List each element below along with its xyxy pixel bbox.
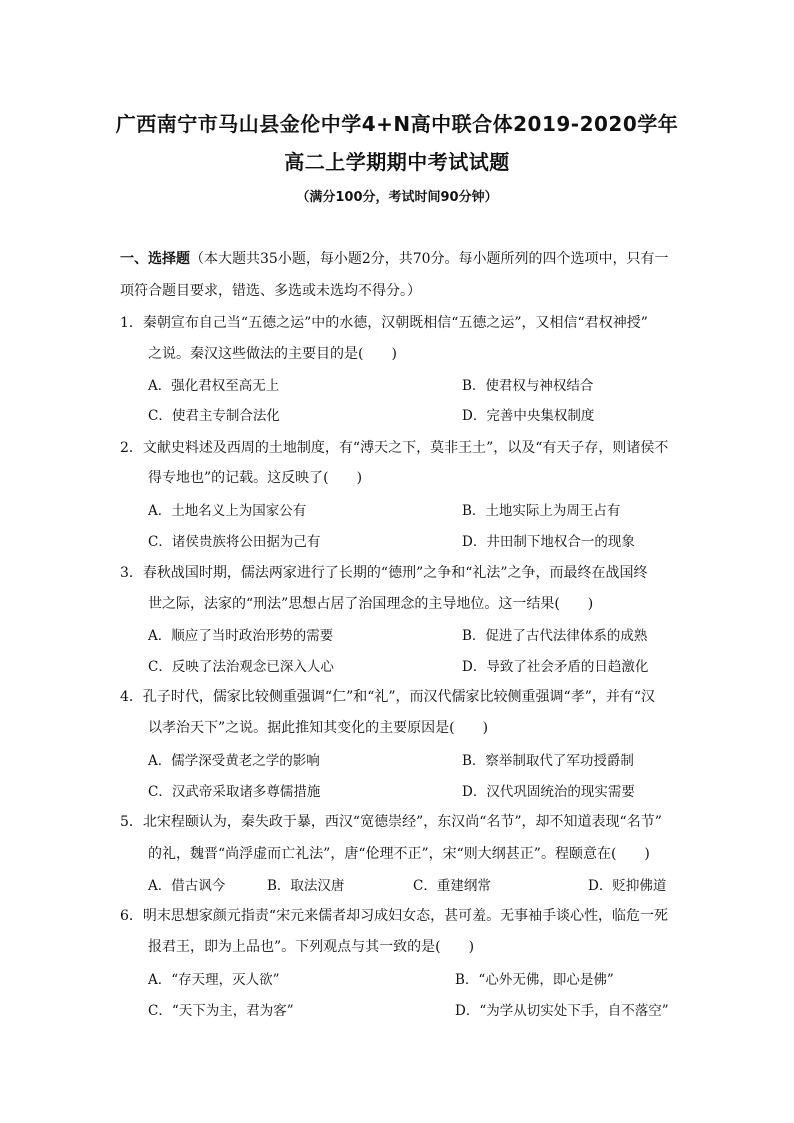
question-2-option-c: C．诸侯贵族将公田据为己有 bbox=[148, 534, 321, 550]
question-4-option-b: B．察举制取代了军功授爵制 bbox=[462, 753, 634, 769]
section-instruction-line2: 项符合题目要求，错选、多选或未选均不得分。） bbox=[120, 283, 421, 299]
question-6-option-a: A．“存天理，灭人欲” bbox=[148, 972, 280, 988]
question-2-option-b: B．土地实际上为周王占有 bbox=[462, 503, 621, 519]
question-1-option-d: D．完善中央集权制度 bbox=[462, 408, 595, 424]
question-4-option-a: A．儒学深受黄老之学的影响 bbox=[148, 753, 320, 769]
question-2-option-a: A．土地名义上为国家公有 bbox=[148, 503, 307, 519]
question-4-option-c: C．汉武帝采取诸多尊儒措施 bbox=[148, 784, 321, 800]
question-6-line2: 报君王，即为上品也”。下列观点与其一致的是( ) bbox=[148, 939, 475, 955]
question-3-option-d: D．导致了社会矛盾的日趋激化 bbox=[462, 659, 649, 675]
question-1-option-b: B．使君权与神权结合 bbox=[462, 378, 594, 394]
question-1-option-c: C．使君主专制合法化 bbox=[148, 408, 280, 424]
question-6-line1: 6．明末思想家颜元指责“宋元来儒者却习成妇女态，甚可羞。无事袖手谈心性，临危一死 bbox=[120, 908, 669, 924]
exam-title-line1: 广西南宁市马山县金伦中学4+N高中联合体2019-2020学年 bbox=[115, 112, 679, 136]
question-3-option-a: A．顺应了当时政治形势的需要 bbox=[148, 628, 334, 644]
question-5-option-d: D．贬抑佛道 bbox=[588, 878, 667, 894]
question-4-line1: 4．孔子时代，儒家比较侧重强调“仁”和“礼”，而汉代儒家比较侧重强调“孝”，并有“汉 bbox=[120, 689, 656, 705]
question-2-line2: 得专地也”的记载。这反映了( ) bbox=[148, 470, 363, 486]
question-3-line1: 3．春秋战国时期，儒法两家进行了长期的“德刑”之争和“礼法”之争，而最终在战国终 bbox=[120, 565, 648, 581]
question-4-line2: 以孝治天下”之说。据此推知其变化的主要原因是( ) bbox=[148, 720, 489, 736]
question-5-option-c: C．重建纲常 bbox=[413, 878, 491, 894]
question-6-option-d: D．“为学从切实处下手，自不落空” bbox=[455, 1003, 669, 1019]
question-2-line1: 2．文献史料述及西周的土地制度，有“溥天之下，莫非王土”，以及“有天子存，则诸侯不 bbox=[120, 440, 669, 456]
question-5-line1: 5．北宋程颐认为，秦失政于暴，西汉“宽德崇经”，东汉尚“名节”，却不知道表现“名节” bbox=[120, 814, 662, 830]
question-3-option-c: C．反映了法治观念已深入人心 bbox=[148, 659, 334, 675]
exam-subtitle: （满分100分，考试时间90分钟） bbox=[296, 190, 498, 205]
question-2-option-d: D．井田制下地权合一的现象 bbox=[462, 534, 635, 550]
question-1-line1: 1．秦朝宣布自己当“五德之运”中的水德，汉朝既相信“五德之运”，又相信“君权神授” bbox=[120, 315, 648, 331]
question-1-line2: 之说。秦汉这些做法的主要目的是( ) bbox=[148, 346, 397, 362]
question-5-option-b: B．取法汉唐 bbox=[267, 878, 345, 894]
question-3-line2: 世之际，法家的“刑法”思想占居了治国理念的主导地位。这一结果( ) bbox=[148, 596, 594, 612]
question-6-option-c: C．“天下为主，君为客” bbox=[148, 1003, 294, 1019]
question-5-option-a: A．借古讽今 bbox=[148, 878, 226, 894]
question-5-line2: 的礼，魏晋“尚浮虚而亡礼法”，唐“伦理不正”，宋“则大纲甚正”。程颐意在( ) bbox=[148, 846, 650, 862]
question-1-option-a: A．强化君权至高无上 bbox=[148, 378, 280, 394]
exam-title-line2: 高二上学期期中考试试题 bbox=[284, 150, 510, 174]
section-instruction bbox=[120, 248, 669, 268]
question-3-option-b: B．促进了古代法律体系的成熟 bbox=[462, 628, 648, 644]
section-heading: 一、选择题 bbox=[120, 251, 190, 267]
section-instruction-line1: （本大题共35小题，每小题2分，共70分。每小题所列的四个选项中，只有一 bbox=[190, 251, 669, 267]
question-6-option-b: B．“心外无佛，即心是佛” bbox=[455, 972, 614, 988]
question-4-option-d: D．汉代巩固统治的现实需要 bbox=[462, 784, 635, 800]
